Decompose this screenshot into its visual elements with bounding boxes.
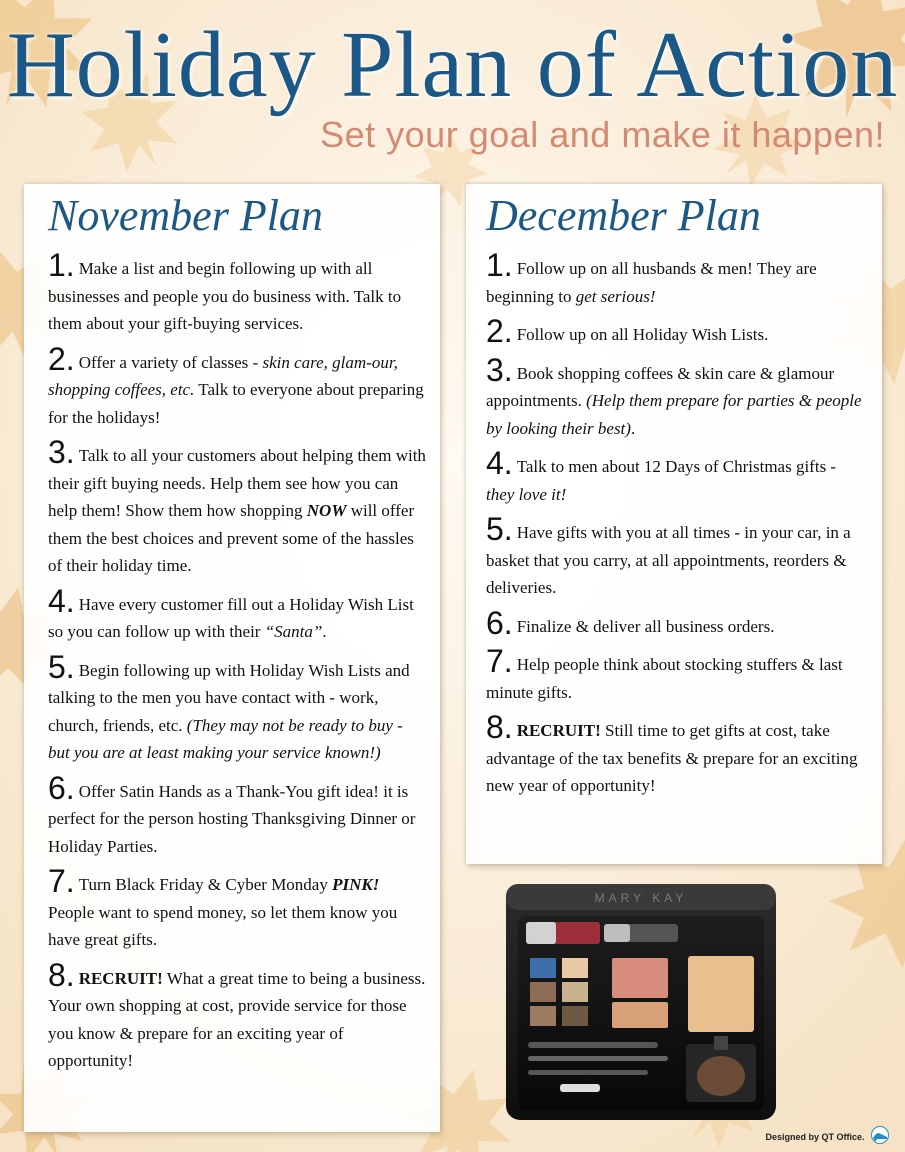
plan-item	[486, 351, 868, 443]
plan-item	[486, 313, 868, 349]
plan-item-number: 2.	[48, 340, 75, 377]
designer-credit-text: Designed by QT Office.	[765, 1132, 865, 1142]
plan-item	[48, 956, 426, 1075]
plan-item-text: PINK!	[332, 875, 380, 894]
november-plan-list	[48, 247, 426, 1075]
plan-item-number: 3.	[486, 351, 513, 388]
plan-item-number: 8.	[486, 709, 513, 745]
plan-item-text: will offer them the best choices and prevent some of the hassles of their holiday time.	[48, 501, 415, 575]
plan-item	[486, 709, 868, 800]
plan-item-number: 5.	[486, 511, 513, 547]
plan-item-text: Have every customer fill out a Holiday Wish List so you can follow up with their	[48, 594, 414, 641]
plan-item-text: (They may not be ready to buy - but you are at least making your service known!)	[48, 715, 403, 762]
plan-item-text: they love it!	[486, 484, 567, 504]
plan-item-text: get serious!	[575, 286, 656, 306]
plan-item-text: (Help them prepare for parties & people by looking their best)	[486, 391, 862, 438]
plan-item	[48, 247, 426, 338]
plan-item-number: 4.	[486, 445, 513, 481]
plan-item	[48, 863, 426, 954]
plan-item-number: 1.	[486, 247, 513, 283]
plan-item	[486, 511, 868, 602]
plan-item-text: Help people think about stocking stuffers & last minute gifts.	[486, 655, 843, 702]
plan-item-text: NOW	[306, 501, 347, 520]
plan-item-number: 5.	[48, 648, 75, 685]
plan-item	[486, 604, 868, 641]
plan-item-text: Follow up on all husbands & men! They are beginning to	[486, 259, 817, 306]
plan-item	[486, 247, 868, 310]
plan-item-number: 7.	[486, 643, 513, 679]
plan-item-text: “Santa”	[264, 622, 323, 641]
plan-item	[48, 340, 426, 432]
plan-item-text: Make a list and begin following up with all businesses and people you do business with. Talk to them about your gift-buying services.	[48, 259, 402, 333]
plan-item-number: 4.	[48, 582, 75, 619]
page-subtitle: Set your goal and make it happen!	[320, 114, 885, 155]
plan-item-number: 1.	[48, 247, 75, 283]
plan-item-text: What a great time to being a business. Your own shopping at cost, provide service for those you know & prepare for an exciting year of opportunity!	[48, 968, 426, 1070]
plan-item-number: 3.	[48, 434, 75, 470]
plan-item-text: Offer a variety of classes -	[78, 352, 263, 372]
plan-item	[486, 643, 868, 706]
plan-item-text: .	[322, 622, 327, 641]
plan-item-text: Finalize & deliver all business orders.	[516, 616, 775, 636]
plan-item-text: Begin following up with Holiday Wish Lists and talking to the men you have contact with - work, church, friends, etc.	[48, 660, 410, 735]
december-plan-panel	[466, 184, 882, 864]
plan-item	[48, 648, 426, 767]
december-plan-list	[486, 247, 868, 800]
plan-item-text: RECRUIT!	[78, 968, 163, 988]
plan-item-number: 2.	[486, 313, 513, 349]
page-title: Holiday Plan of Action	[6, 13, 899, 117]
designer-credit	[765, 1126, 891, 1144]
plan-item-number: 6.	[48, 769, 75, 806]
plan-item-text: People want to spend money, so let them know you have great gifts.	[48, 902, 398, 949]
plan-item-text: Talk to men about 12 Days of Christmas gifts -	[516, 457, 837, 476]
plan-item-text: Talk to everyone about preparing for the holidays!	[48, 380, 424, 427]
plan-item	[48, 434, 426, 580]
plan-item-text: Have gifts with you at all times - in your car, in a basket that you carry, at all appointments, reorders & deliveries.	[486, 523, 851, 597]
plan-item-text: Still time to get gifts at cost, take advantage of the tax benefits & prepare for an exciting new year of opportunity!	[486, 721, 858, 795]
plan-item-text: .	[630, 418, 636, 438]
november-plan-panel	[24, 184, 440, 1132]
plan-item-number: 6.	[486, 604, 513, 641]
plan-item-text: Talk to all your customers about helping them with their gift buying needs. Help them see how you can help them! Show them how shopping	[48, 446, 426, 520]
plan-item-text: Follow up on all Holiday Wish Lists.	[516, 325, 769, 344]
plan-item-text: Turn Black Friday & Cyber Monday	[78, 875, 333, 894]
makeup-palette-image	[500, 880, 782, 1126]
plan-item	[48, 582, 426, 646]
december-plan-heading: December Plan	[486, 191, 761, 240]
plan-item-text: RECRUIT!	[516, 721, 601, 740]
november-plan-heading: November Plan	[48, 191, 323, 240]
plan-item-text: Offer Satin Hands as a Thank-You gift idea! it is perfect for the person hosting Thanksgiving Dinner or Holiday Parties.	[48, 781, 416, 856]
plan-item-text: skin care, glam-our, shopping coffees, etc.	[48, 352, 398, 399]
plan-item	[48, 769, 426, 861]
high-heel-shoe-icon	[869, 1126, 891, 1144]
palette-brand-text: MARY KAY	[594, 891, 688, 905]
plan-item-text: Book shopping coffees & skin care & glamour appointments.	[486, 363, 835, 410]
plan-item-number: 8.	[48, 956, 75, 993]
plan-item	[486, 445, 868, 508]
plan-item-number: 7.	[48, 863, 75, 899]
